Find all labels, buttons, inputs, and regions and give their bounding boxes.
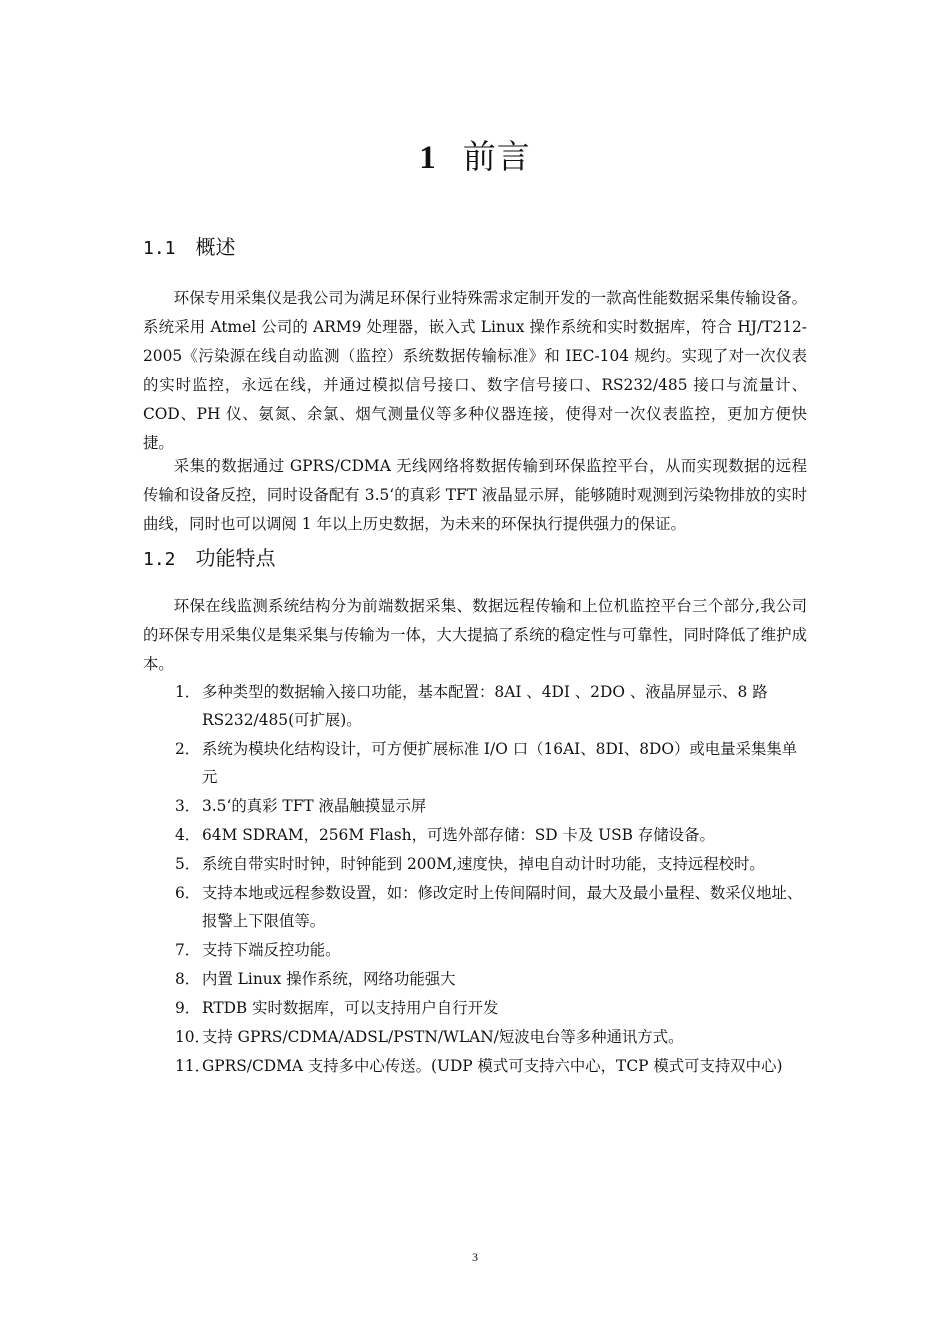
list-item: 3． 3.5‘的真彩 TFT 液晶触摸显示屏 — [175, 797, 427, 815]
section-number: 1.1 — [143, 238, 176, 259]
overview-paragraph-1: 环保专用采集仪是我公司为满足环保行业特殊需求定制开发的一款高性能数据采集传输设备。系统采用 Atmel 公司的 ARM9 处理器，嵌入式 Linux 操作系统和实时数据库，符合 HJ/T212-2005《污染源在线自动监测（监控）系统数据传输标准》和 IEC-104 规约。实现了对一次仪表的实时监控，永远在线，并通过模拟信号接口、数字信号接口、RS232/485 接口与流量计、COD、PH 仪、氨氮、余氯、烟气测量仪等多种仪器连接，使得对一次仪表监控，更加方便快捷。 — [143, 289, 807, 452]
list-item: 9． RTDB 实时数据库，可以支持用户自行开发 — [175, 999, 499, 1017]
list-item: 5． 系统自带实时时钟，时钟能到 200M,速度快，掉电自动计时功能，支持远程校时。 — [175, 855, 765, 873]
feature-list — [143, 678, 807, 1081]
list-item: 4． 64M SDRAM，256M Flash，可选外部存储：SD 卡及 USB 存储设备。 — [175, 826, 715, 844]
list-item: 6． 支持本地或远程参数设置，如：修改定时上传间隔时间，最大及最小量程、数采仪地址、报警上下限值等。 — [175, 884, 803, 930]
section-heading-1-2 — [143, 544, 276, 574]
section-title: 概述 — [195, 235, 236, 259]
section-heading-1-1 — [143, 233, 236, 263]
chapter-number: 1 — [419, 140, 437, 176]
section-number: 1.2 — [143, 549, 176, 570]
overview-paragraph-2: 采集的数据通过 GPRS/CDMA 无线网络将数据传输到环保监控平台，从而实现数据的远程传输和设备反控，同时设备配有 3.5‘的真彩 TFT 液晶显示屏，能够随时观测到污染物排放的实时曲线，同时也可以调阅 1 年以上历史数据，为未来的环保执行提供强力的保证。 — [143, 457, 807, 533]
features-intro-paragraph: 环保在线监测系统结构分为前端数据采集、数据远程传输和上位机监控平台三个部分,我公司的环保专用采集仪是集采集与传输为一体，大大提搞了系统的稳定性与可靠性，同时降低了维护成本。 — [143, 597, 807, 673]
list-item: 7． 支持下端反控功能。 — [175, 941, 341, 959]
list-item: 10． 支持 GPRS/CDMA/ADSL/PSTN/WLAN/短波电台等多种通讯方式。 — [175, 1028, 684, 1046]
chapter-title — [0, 132, 950, 183]
list-item: 11． GPRS/CDMA 支持多中心传送。(UDP 模式可支持六中心，TCP 模式可支持双中心) — [175, 1057, 783, 1075]
chapter-title-text: 前言 — [462, 137, 531, 176]
page-number: 3 — [472, 1250, 478, 1264]
list-item: 8． 内置 Linux 操作系统，网络功能强大 — [175, 970, 456, 988]
list-item: 1． 多种类型的数据输入接口功能，基本配置：8AI 、4DI 、2DO 、液晶屏显示、8 路 RS232/485(可扩展)。 — [175, 683, 768, 729]
list-item: 2． 系统为模块化结构设计，可方便扩展标准 I/O 口（16AI、8DI、8DO）或电量采集集单元 — [175, 740, 798, 786]
section-title: 功能特点 — [195, 546, 276, 570]
